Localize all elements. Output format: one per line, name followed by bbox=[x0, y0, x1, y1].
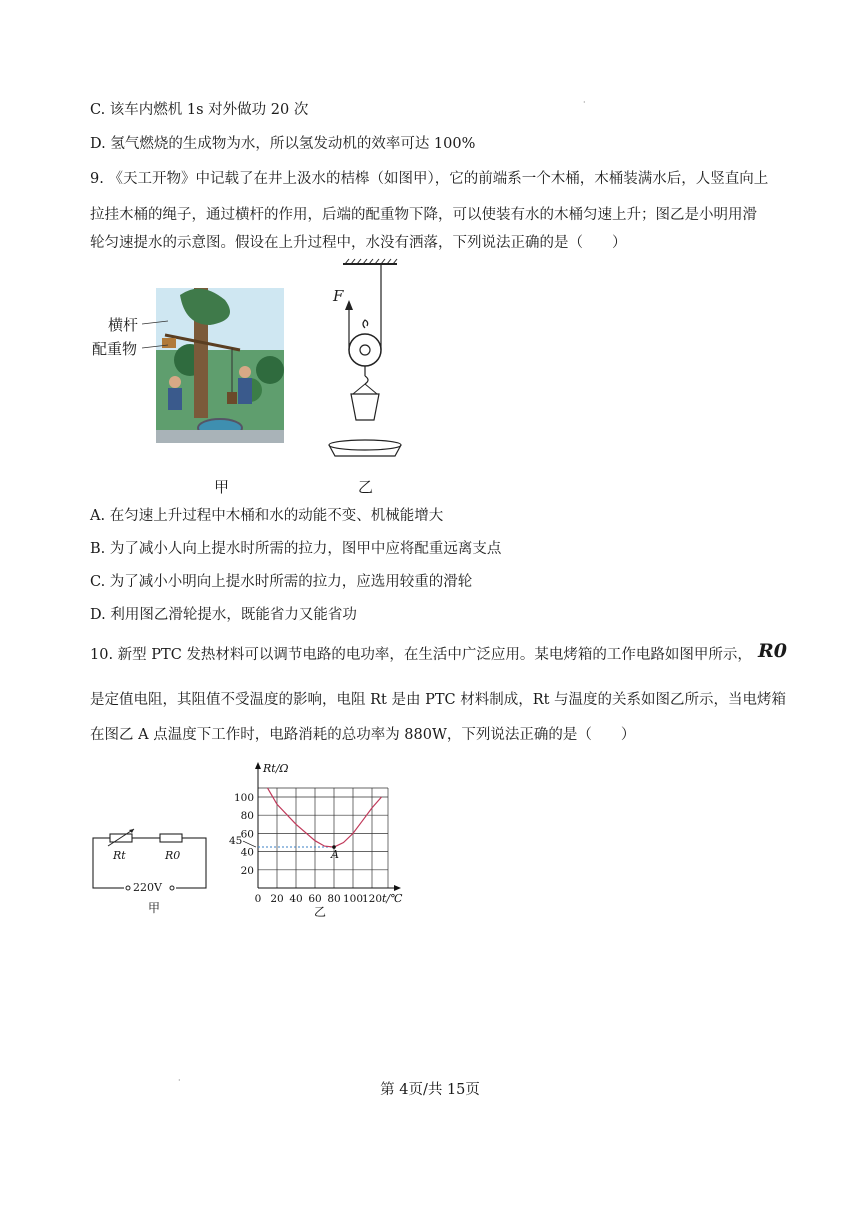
q8-option-d: D. 氢气燃烧的生成物为水，所以氢发动机的效率可达 100% bbox=[90, 136, 476, 152]
q9-stem-line: 轮匀速提水的示意图。假设在上升过程中，水没有洒落，下列说法正确的是（ ） bbox=[90, 235, 627, 251]
x-tick-label: 100 bbox=[342, 893, 364, 905]
shadoof-illustration bbox=[90, 280, 290, 450]
y-tick-label: 20 bbox=[240, 864, 254, 877]
scan-dot: · bbox=[583, 98, 586, 107]
label-counterweight: 配重物 bbox=[92, 340, 138, 358]
caption-chart-yi: 乙 bbox=[313, 905, 327, 918]
y-axis-arrow bbox=[255, 762, 261, 769]
q9-option-d: D. 利用图乙滑轮提水，既能省力又能省功 bbox=[90, 607, 357, 623]
x-tick-label: 40 bbox=[289, 893, 303, 905]
voltage-label: 220V bbox=[133, 881, 162, 894]
y-tick-label: 40 bbox=[240, 846, 254, 859]
y-axis-label: Rt/Ω bbox=[263, 762, 289, 775]
q10-stem-line3: 在图乙 A 点温度下工作时，电路消耗的总功率为 880W，下列说法正确的是（ ） bbox=[90, 727, 636, 743]
x-tick-label: 60 bbox=[308, 893, 322, 905]
x-tick-label: 0 bbox=[254, 893, 262, 905]
q10-stem-line2: 是定值电阻，其阻值不受温度的影响，电阻 Rt 是由 PTC 材料制成，Rt 与温度的关系如图乙所示，当电烤箱 bbox=[90, 692, 787, 708]
label-leader-lines bbox=[140, 315, 170, 355]
r0-label: R0 bbox=[165, 849, 181, 862]
caption-figure-jia: 甲 bbox=[214, 478, 230, 496]
scan-dot: · bbox=[178, 1076, 181, 1085]
q10-stem-line1: 10. 新型 PTC 发热材料可以调节电路的电功率，在生活中广泛应用。某电烤箱的工作电路如图甲所示， bbox=[90, 647, 752, 663]
page-footer: 第 4页/共 15页 bbox=[380, 1082, 480, 1098]
r0-symbol: R0 bbox=[758, 640, 788, 662]
label-cross-bar: 横杆 bbox=[108, 316, 139, 334]
force-label: F bbox=[333, 287, 344, 305]
rt-label: Rt bbox=[113, 849, 126, 862]
q9-stem-line: 拉挂木桶的绳子，通过横杆的作用，后端的配重物下降，可以使装有水的木桶匀速上升；图乙是小明用滑 bbox=[90, 207, 757, 223]
x-axis-label: t/℃ bbox=[382, 892, 403, 905]
y-tick-label: 80 bbox=[240, 810, 254, 823]
y-tick-label: 100 bbox=[233, 792, 254, 804]
q9-stem-line: 9. 《天工开物》中记载了在井上汲水的桔槔（如图甲），它的前端系一个木桶，木桶装满水后，人竖直向上 bbox=[90, 171, 769, 187]
q9-option-c: C. 为了减小小明向上提水时所需的拉力，应选用较重的滑轮 bbox=[90, 574, 473, 590]
caption-figure-yi: 乙 bbox=[358, 478, 374, 496]
x-tick-label: 120 bbox=[361, 893, 383, 905]
x-tick-label: 20 bbox=[270, 893, 284, 905]
figure-shadoof bbox=[90, 280, 290, 450]
q9-option-a: A. 在匀速上升过程中木桶和水的动能不变、机械能增大 bbox=[90, 508, 444, 524]
y-extra-label: 45 bbox=[229, 835, 243, 848]
x-tick-label: 80 bbox=[327, 893, 341, 905]
x-axis-arrow bbox=[394, 885, 401, 891]
caption-circuit-jia: 甲 bbox=[148, 901, 161, 915]
q8-option-c: C. 该车内燃机 1s 对外做功 20 次 bbox=[90, 102, 309, 118]
rt-temperature-chart bbox=[225, 758, 415, 918]
q9-option-b: B. 为了减小人向上提水时所需的拉力，图甲中应将配重远离支点 bbox=[90, 541, 502, 557]
point-a-label: A bbox=[331, 848, 339, 862]
y-tick-label: 60 bbox=[240, 828, 254, 841]
